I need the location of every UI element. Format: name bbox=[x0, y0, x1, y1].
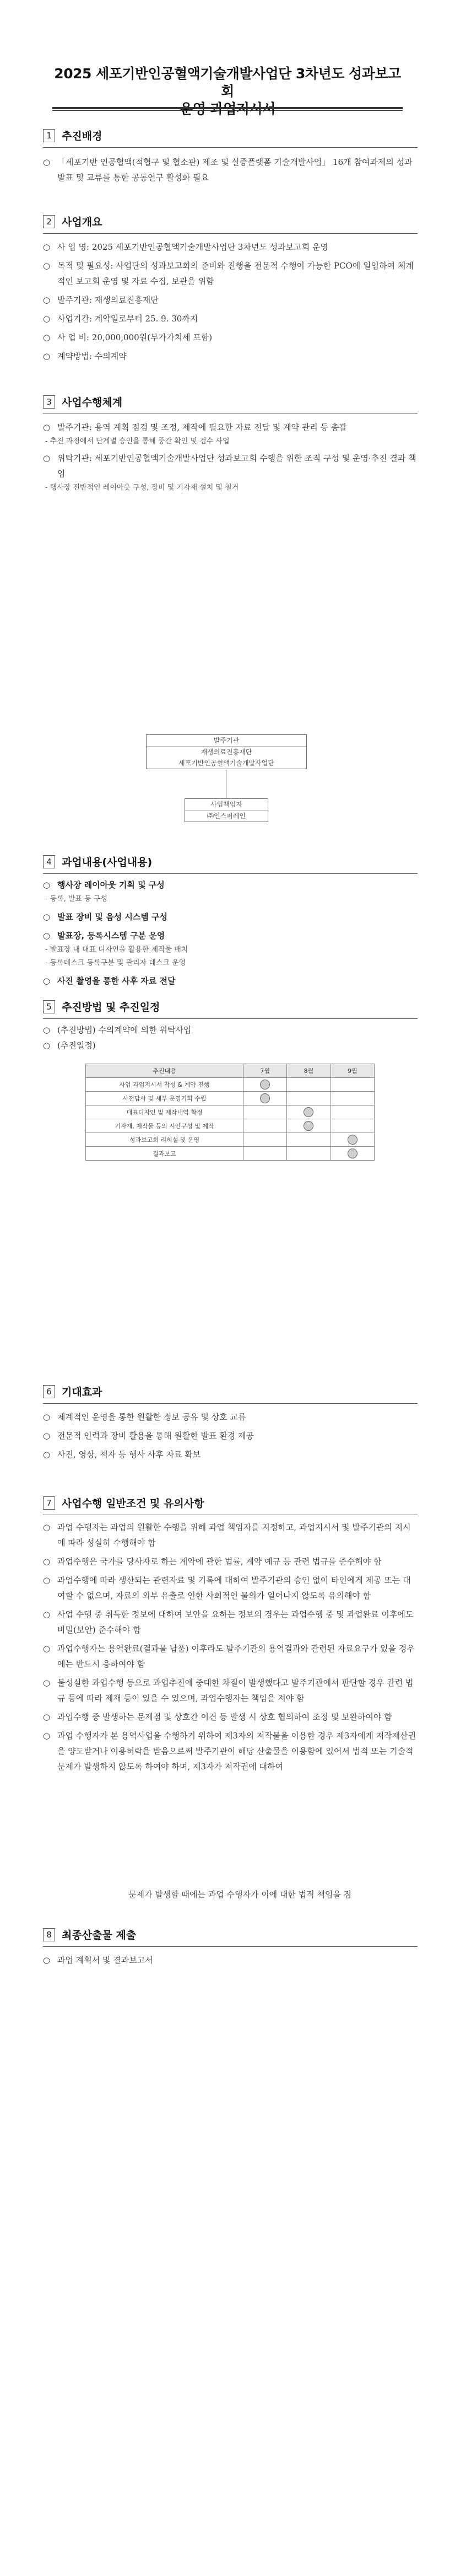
circle-bullet-icon: ○ bbox=[43, 157, 51, 167]
section-rule bbox=[43, 233, 418, 234]
section-rule bbox=[43, 873, 418, 874]
org-box-label: 발주기관 bbox=[147, 735, 306, 747]
list-item: ○ 발주기관: 재생의료진흥재단 bbox=[43, 292, 418, 308]
section-1 bbox=[43, 128, 418, 185]
section-title: 사업수행 일반조건 및 유의사항 bbox=[62, 1498, 204, 1510]
list-item: ○ 사 업 명: 2025 세포기반인공혈액기술개발사업단 3차년도 성과보고회 운영 bbox=[43, 239, 418, 255]
schedule-mark-icon bbox=[304, 1121, 313, 1131]
table-cell-task: 기자재, 제작물 등의 시안구성 및 제작 bbox=[86, 1119, 243, 1133]
org-box-client bbox=[146, 734, 307, 769]
table-header-cell: 9월 bbox=[331, 1064, 374, 1078]
circle-bullet-icon: ○ bbox=[43, 422, 51, 432]
table-cell-month bbox=[243, 1092, 287, 1105]
condition-item: ○ 과업수행자는 용역완료(결과물 납품) 이후라도 발주기관의 용역결과와 관련된 자료요구가 있을 경우에는 반드시 응하여야 함 bbox=[43, 1641, 418, 1672]
task-sub-item: - 등록, 발표 등 구성 bbox=[45, 895, 107, 903]
list-item: ○ 사 업 비: 20,000,000원(부가가치세 포함) bbox=[43, 330, 418, 345]
circle-bullet-icon: ○ bbox=[43, 1025, 51, 1035]
title-rule-thin bbox=[52, 110, 403, 111]
table-cell-month bbox=[331, 1133, 374, 1147]
circle-bullet-icon: ○ bbox=[43, 332, 51, 342]
table-cell-month bbox=[243, 1105, 287, 1119]
org-box-contractor bbox=[185, 798, 268, 822]
table-header-row bbox=[86, 1064, 375, 1078]
section-1-heading bbox=[43, 128, 418, 143]
section-number: 1 bbox=[43, 129, 55, 142]
section-6 bbox=[43, 1384, 418, 1462]
circle-bullet-icon: ○ bbox=[43, 931, 51, 941]
circle-bullet-icon: ○ bbox=[43, 1431, 51, 1441]
table-cell-month bbox=[243, 1133, 287, 1147]
list-item: ○ 사진, 영상, 책자 등 행사 사후 자료 확보 bbox=[43, 1447, 418, 1462]
list-item: ○ 계약방법: 수의계약 bbox=[43, 348, 418, 364]
section-5 bbox=[43, 999, 418, 1053]
org-box-line: 재생의료진흥재단 bbox=[201, 748, 252, 756]
task-item: ○ 행사장 레이아웃 기획 및 구성 bbox=[43, 877, 418, 893]
table-cell-month bbox=[287, 1133, 331, 1147]
org-box-label: 사업책임자 bbox=[185, 799, 268, 811]
table-cell-month bbox=[287, 1119, 331, 1133]
schedule-mark-icon bbox=[304, 1107, 313, 1117]
table-header-cell: 추진내용 bbox=[86, 1064, 243, 1078]
condition-item: ○ 과업 수행자가 본 용역사업을 수행하기 위하여 제3자의 저작물을 이용한 경우 제3자에게 저작재산권을 양도받거나 이용허락을 받음으로써 발주기관이 해당 산출물을 이용함에 있어서 법적 또는 기술적 문제가 발생하지 않도록 하여야 하며, 제3자가 저작권에 대하여 bbox=[43, 1728, 418, 1774]
table-cell-task: 대표디자인 및 제작내역 확정 bbox=[86, 1105, 243, 1119]
table-row bbox=[86, 1092, 375, 1105]
list-item: ○ 전문적 인력과 장비 활용을 통해 원활한 발표 환경 제공 bbox=[43, 1428, 418, 1443]
circle-bullet-icon: ○ bbox=[43, 912, 51, 922]
section-number: 7 bbox=[43, 1496, 55, 1510]
section-title: 과업내용(사업내용) bbox=[62, 856, 153, 868]
sub-item: - 행사장 전반적인 레이아웃 구성, 장비 및 기자재 설치 및 철거 bbox=[45, 484, 239, 492]
task-item: ○ 사진 촬영을 통한 사후 자료 전달 bbox=[43, 973, 418, 989]
list-item: ○ (추진방법) 수의계약에 의한 위탁사업 bbox=[43, 1022, 418, 1038]
table-cell-month bbox=[331, 1147, 374, 1161]
schedule-mark-icon bbox=[260, 1093, 270, 1103]
task-item: ○ 발표 장비 및 음성 시스템 구성 bbox=[43, 909, 418, 925]
circle-bullet-icon: ○ bbox=[43, 351, 51, 361]
section-4 bbox=[43, 854, 418, 989]
section-title: 추진방법 및 추진일정 bbox=[62, 1001, 160, 1013]
section-title: 기대효과 bbox=[62, 1386, 102, 1398]
table-header-cell: 8월 bbox=[287, 1064, 331, 1078]
circle-bullet-icon: ○ bbox=[43, 1522, 51, 1532]
schedule-mark-icon bbox=[348, 1135, 358, 1145]
circle-bullet-icon: ○ bbox=[43, 1678, 51, 1688]
schedule-mark-icon bbox=[260, 1080, 270, 1090]
condition-item: ○ 사업 수행 중 취득한 정보에 대하여 보안을 요하는 정보의 경우는 과업수행 중 및 과업완료 이후에도 비밀(보안) 준수해야 함 bbox=[43, 1607, 418, 1638]
table-row bbox=[86, 1147, 375, 1161]
circle-bullet-icon: ○ bbox=[43, 1040, 51, 1050]
section-5-heading bbox=[43, 999, 418, 1014]
condition-item: ○ 과업 수행자는 과업의 원활한 수행을 위해 과업 책임자를 지정하고, 과업지시서 및 발주기관의 지시에 따라 성실히 수행해야 함 bbox=[43, 1520, 418, 1550]
table-cell-task: 사업 과업지시서 작성 & 계약 진행 bbox=[86, 1078, 243, 1092]
section-4-heading bbox=[43, 854, 418, 869]
section-title: 사업개요 bbox=[62, 216, 102, 228]
section-number: 5 bbox=[43, 1000, 55, 1013]
section-rule bbox=[43, 1403, 418, 1404]
circle-bullet-icon: ○ bbox=[43, 1644, 51, 1654]
condition-item: ○ 불성실한 과업수행 등으로 과업추진에 중대한 차질이 발생했다고 발주기관에서 판단할 경우 관련 법규 등에 따라 제재 등이 있을 수 있으며, 과업수행자는 책임을 져야 함 bbox=[43, 1675, 418, 1706]
table-row bbox=[86, 1119, 375, 1133]
table-cell-month bbox=[243, 1147, 287, 1161]
title-line-2 bbox=[52, 100, 403, 118]
section-7 bbox=[43, 1495, 418, 1774]
list-item: ○ 「세포기반 인공혈액(적혈구 및 혈소판) 제조 및 실증플랫폼 기술개발사업」 16개 참여과제의 성과 발표 및 교류를 통한 공동연구 활성화 필요 bbox=[43, 154, 418, 185]
circle-bullet-icon: ○ bbox=[43, 314, 51, 324]
condition-item: ○ 과업수행에 따라 생산되는 관련자료 및 기록에 대하여 발주기관의 승인 없이 타인에게 제공 또는 대여할 수 없으며, 자료의 외부 유출로 인한 사회적인 물의가 일어나지 않도록 유의해야 함 bbox=[43, 1573, 418, 1603]
circle-bullet-icon: ○ bbox=[43, 1731, 51, 1741]
circle-bullet-icon: ○ bbox=[43, 1450, 51, 1459]
circle-bullet-icon: ○ bbox=[43, 453, 51, 463]
task-sub-item: - 발표장 내 대표 디자인을 활용한 제작물 배치 bbox=[45, 946, 188, 954]
table-header-cell: 7월 bbox=[243, 1064, 287, 1078]
circle-bullet-icon: ○ bbox=[43, 242, 51, 252]
section-8-heading bbox=[43, 1927, 418, 1942]
table-row bbox=[86, 1133, 375, 1147]
org-box-line: ㈜인스퍼레인 bbox=[207, 812, 246, 820]
table-cell-month bbox=[287, 1078, 331, 1092]
section-title: 최종산출물 제출 bbox=[62, 1929, 137, 1941]
list-item: ○ 과업 계획서 및 결과보고서 bbox=[43, 1952, 418, 1968]
table-cell-month bbox=[243, 1119, 287, 1133]
table-cell-month bbox=[287, 1147, 331, 1161]
table-cell-month bbox=[287, 1092, 331, 1105]
section-2 bbox=[43, 214, 418, 364]
list-item: ○ 위탁기관: 세포기반인공혈액기술개발사업단 성과보고회 수행을 위한 조직 구성 및 운영·추진 결과 책임 bbox=[43, 450, 418, 481]
section-number: 2 bbox=[43, 215, 55, 228]
circle-bullet-icon: ○ bbox=[43, 1712, 51, 1722]
section-6-heading bbox=[43, 1384, 418, 1399]
section-number: 4 bbox=[43, 855, 55, 868]
circle-bullet-icon: ○ bbox=[43, 261, 51, 271]
circle-bullet-icon: ○ bbox=[43, 1609, 51, 1619]
circle-bullet-icon: ○ bbox=[43, 1557, 51, 1566]
circle-bullet-icon: ○ bbox=[43, 1955, 51, 1965]
table-row bbox=[86, 1105, 375, 1119]
task-list bbox=[43, 877, 418, 989]
section-7-heading bbox=[43, 1495, 418, 1510]
schedule-mark-icon bbox=[348, 1149, 358, 1158]
table-cell-task: 성과보고회 리허설 및 운영 bbox=[86, 1133, 243, 1147]
table-cell-task: 사전답사 및 세부 운영기획 수립 bbox=[86, 1092, 243, 1105]
title-line-1: 2025 세포기반인공혈액기술개발사업단 3차년도 성과보고회 bbox=[54, 66, 401, 99]
circle-bullet-icon: ○ bbox=[43, 1575, 51, 1585]
task-item: ○ 발표장, 등록시스템 구분 운영 bbox=[43, 928, 418, 943]
circle-bullet-icon: ○ bbox=[43, 295, 51, 305]
section-title: 추진배경 bbox=[62, 130, 102, 142]
section-number: 8 bbox=[43, 1928, 55, 1941]
section-title: 사업수행체계 bbox=[62, 396, 123, 409]
circle-bullet-icon: ○ bbox=[43, 976, 51, 986]
section-rule bbox=[43, 147, 418, 148]
condition-item: ○ 과업수행은 국가를 당사자로 하는 계약에 관한 법률, 계약 예규 등 관련 법규를 준수해야 함 bbox=[43, 1554, 418, 1569]
conditions-list bbox=[43, 1520, 418, 1774]
section-2-heading bbox=[43, 214, 418, 229]
list-item: ○ (추진일정) bbox=[43, 1038, 418, 1053]
circle-bullet-icon: ○ bbox=[43, 880, 51, 890]
table-cell-month bbox=[287, 1105, 331, 1119]
section-rule bbox=[43, 1946, 418, 1947]
section-8 bbox=[43, 1927, 418, 1968]
table-row bbox=[86, 1078, 375, 1092]
table-cell-month bbox=[243, 1078, 287, 1092]
table-cell-month bbox=[331, 1092, 374, 1105]
sub-item: - 추진 과정에서 단계별 승인을 통해 중간 확인 및 검수 사업 bbox=[45, 437, 230, 446]
org-box-line: 세포기반인공혈액기술개발사업단 bbox=[178, 759, 274, 767]
condition-item: ○ 과업수행 중 발생하는 문제점 및 상호간 이견 등 발생 시 상호 협의하여 조정 및 보완하여야 함 bbox=[43, 1709, 418, 1725]
continuation-text: 문제가 발생할 때에는 과업 수행자가 이에 대한 법적 책임을 짐 bbox=[128, 1890, 352, 1899]
section-number: 3 bbox=[43, 395, 55, 409]
table-cell-month bbox=[331, 1105, 374, 1119]
task-sub-item: - 등록데스크 등록구분 및 관리자 데스크 운영 bbox=[45, 959, 186, 967]
list-item: ○ 체계적인 운영을 통한 원활한 정보 공유 및 상호 교류 bbox=[43, 1409, 418, 1425]
title-rule-thick bbox=[52, 107, 403, 109]
table-cell-task: 결과보고 bbox=[86, 1147, 243, 1161]
circle-bullet-icon: ○ bbox=[43, 1412, 51, 1422]
list-item: ○ 발주기관: 용역 계획 점검 및 조정, 제작에 필요한 자료 전달 및 계약 관리 등 총괄 bbox=[43, 420, 418, 435]
schedule-table bbox=[85, 1064, 375, 1161]
table-cell-month bbox=[331, 1119, 374, 1133]
section-number: 6 bbox=[43, 1385, 55, 1398]
section-rule bbox=[43, 1018, 418, 1019]
table-cell-month bbox=[331, 1078, 374, 1092]
list-item: ○ 목적 및 필요성: 사업단의 성과보고회의 준비와 진행을 전문적 수행이 가능한 PCO에 일임하여 체계적인 보고회 운영 및 자료 수집, 보관을 위함 bbox=[43, 258, 418, 289]
list-item: ○ 사업기간: 계약일로부터 25. 9. 30까지 bbox=[43, 311, 418, 326]
section-3 bbox=[43, 394, 418, 495]
section-3-heading bbox=[43, 394, 418, 409]
